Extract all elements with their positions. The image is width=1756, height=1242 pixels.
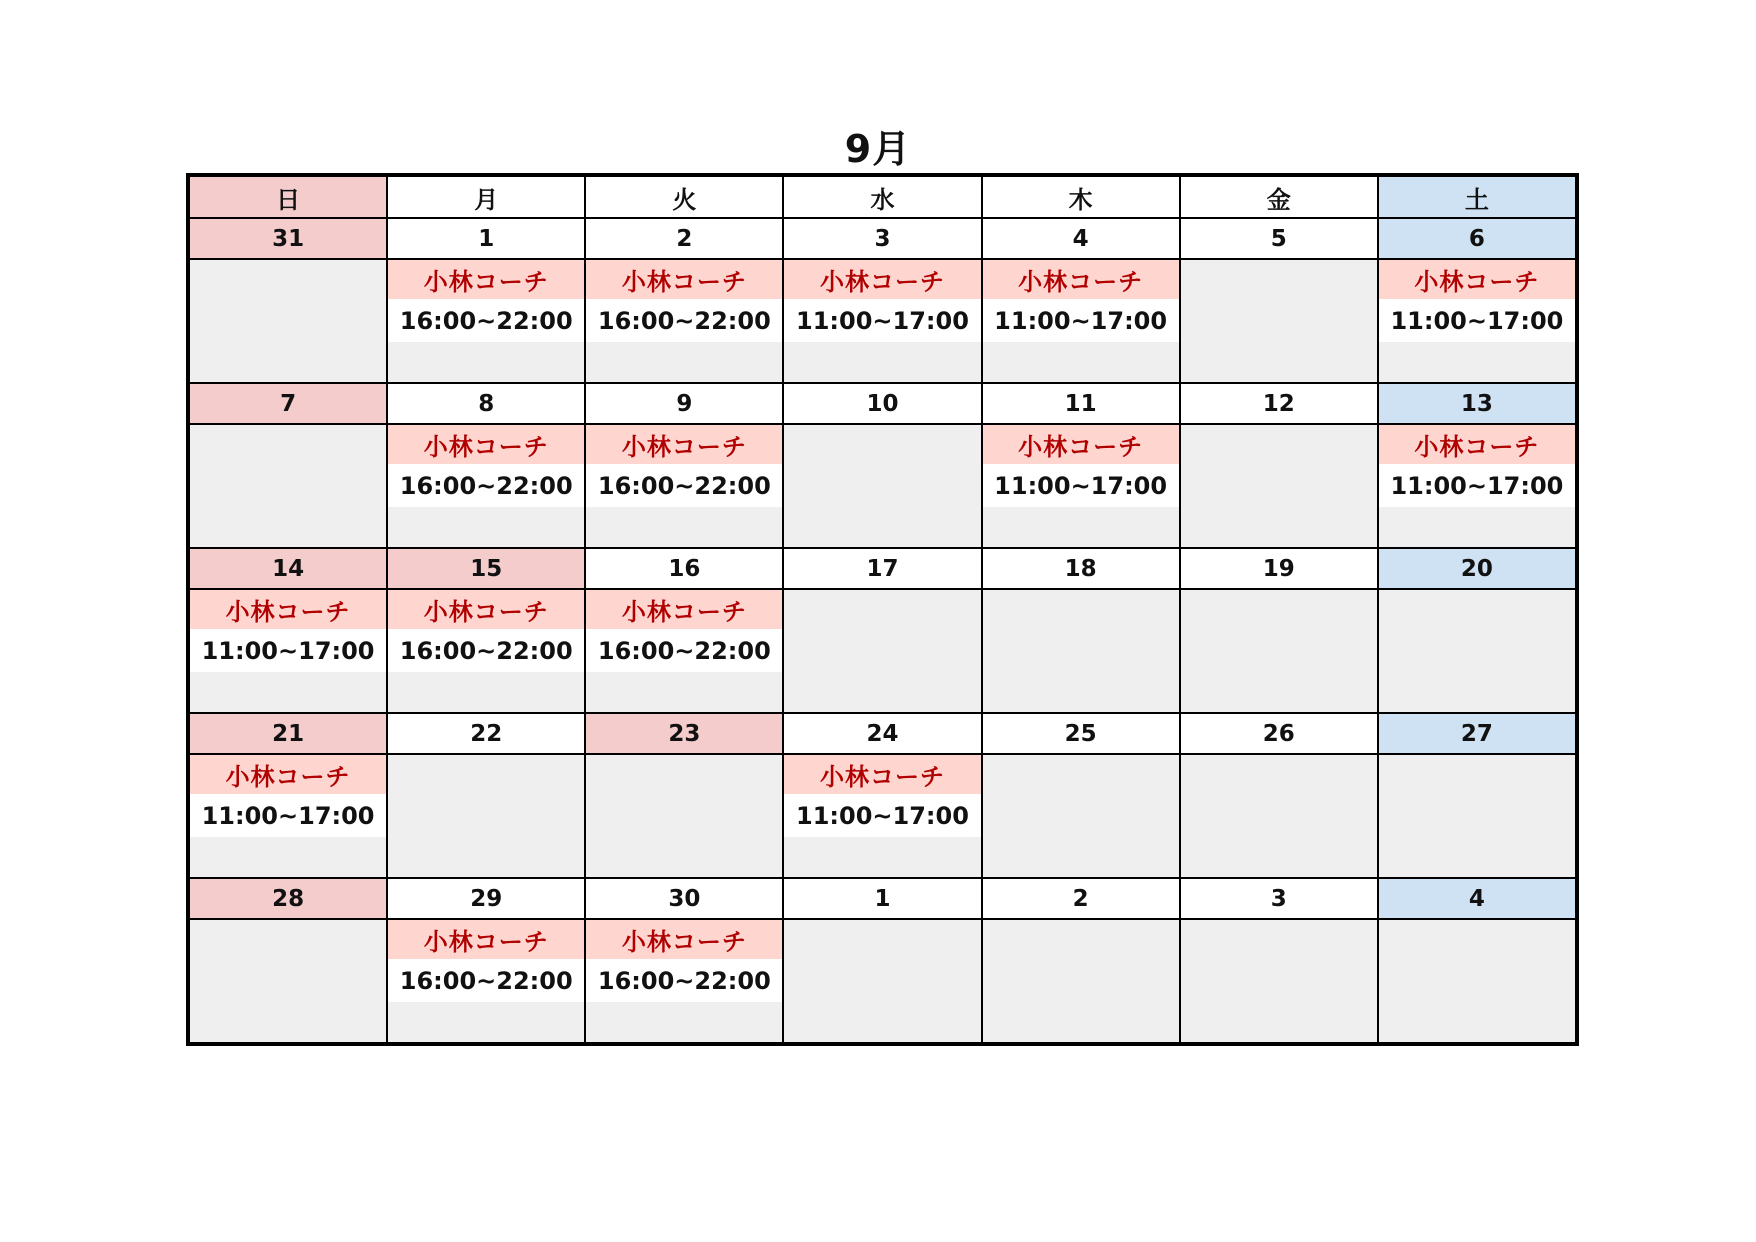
day-number: 2 — [983, 879, 1179, 920]
day-cell[interactable] — [388, 879, 584, 1042]
day-body — [784, 755, 980, 877]
day-number: 14 — [190, 549, 386, 590]
time-slot: 16:00~22:00 — [388, 299, 584, 342]
day-number: 31 — [190, 219, 386, 260]
day-body — [983, 260, 1179, 382]
day-body — [1181, 755, 1377, 877]
coach-name: 小林コーチ — [784, 755, 980, 794]
coach-name: 小林コーチ — [190, 590, 386, 629]
coach-name: 小林コーチ — [190, 755, 386, 794]
day-body — [1379, 920, 1575, 1042]
weekday-header: 土 — [1379, 177, 1575, 217]
day-cell[interactable] — [190, 549, 386, 712]
day-body — [784, 260, 980, 382]
day-number: 5 — [1181, 219, 1377, 260]
weekday-header: 火 — [586, 177, 782, 217]
day-body — [1181, 260, 1377, 382]
day-number: 1 — [388, 219, 584, 260]
day-number: 13 — [1379, 384, 1575, 425]
time-slot: 16:00~22:00 — [388, 464, 584, 507]
weekday-header: 月 — [388, 177, 584, 217]
day-cell[interactable] — [784, 879, 980, 1042]
day-cell[interactable] — [1379, 714, 1575, 877]
time-slot: 11:00~17:00 — [983, 464, 1179, 507]
day-body — [983, 590, 1179, 712]
day-cell[interactable] — [586, 384, 782, 547]
coach-name: 小林コーチ — [388, 425, 584, 464]
day-number: 3 — [1181, 879, 1377, 920]
day-cell[interactable] — [784, 219, 980, 382]
coach-name: 小林コーチ — [983, 425, 1179, 464]
time-slot: 11:00~17:00 — [190, 794, 386, 837]
day-cell[interactable] — [1181, 384, 1377, 547]
day-cell[interactable] — [1181, 879, 1377, 1042]
day-body — [190, 920, 386, 1042]
day-cell[interactable] — [586, 549, 782, 712]
time-slot: 11:00~17:00 — [983, 299, 1179, 342]
day-cell[interactable] — [1379, 384, 1575, 547]
day-body — [388, 920, 584, 1042]
day-number: 12 — [1181, 384, 1377, 425]
day-number: 21 — [190, 714, 386, 755]
calendar-grid — [186, 173, 1579, 1046]
day-cell[interactable] — [388, 714, 584, 877]
day-cell[interactable] — [586, 714, 782, 877]
day-number: 16 — [586, 549, 782, 590]
time-slot: 11:00~17:00 — [1379, 299, 1575, 342]
weekday-header: 木 — [983, 177, 1179, 217]
day-cell[interactable] — [1181, 219, 1377, 382]
day-body — [388, 755, 584, 877]
time-slot: 11:00~17:00 — [784, 299, 980, 342]
day-body — [1181, 590, 1377, 712]
day-body — [190, 260, 386, 382]
day-number: 6 — [1379, 219, 1575, 260]
time-slot: 16:00~22:00 — [586, 299, 782, 342]
coach-name: 小林コーチ — [586, 260, 782, 299]
day-number: 20 — [1379, 549, 1575, 590]
day-cell[interactable] — [190, 714, 386, 877]
coach-name: 小林コーチ — [388, 590, 584, 629]
day-cell[interactable] — [983, 219, 1179, 382]
day-body — [190, 755, 386, 877]
day-cell[interactable] — [190, 219, 386, 382]
day-number: 15 — [388, 549, 584, 590]
day-body — [784, 590, 980, 712]
coach-name: 小林コーチ — [586, 425, 782, 464]
time-slot: 16:00~22:00 — [388, 959, 584, 1002]
day-body — [983, 755, 1179, 877]
day-body — [388, 425, 584, 547]
day-cell[interactable] — [586, 219, 782, 382]
day-cell[interactable] — [388, 384, 584, 547]
day-cell[interactable] — [586, 879, 782, 1042]
day-cell[interactable] — [784, 549, 980, 712]
day-number: 19 — [1181, 549, 1377, 590]
day-cell[interactable] — [983, 879, 1179, 1042]
day-number: 8 — [388, 384, 584, 425]
coach-name: 小林コーチ — [388, 260, 584, 299]
time-slot: 11:00~17:00 — [784, 794, 980, 837]
time-slot: 16:00~22:00 — [586, 629, 782, 672]
day-cell[interactable] — [784, 714, 980, 877]
time-slot: 16:00~22:00 — [388, 629, 584, 672]
day-body — [1181, 425, 1377, 547]
day-cell[interactable] — [983, 714, 1179, 877]
day-body — [1379, 260, 1575, 382]
day-number: 3 — [784, 219, 980, 260]
coach-name: 小林コーチ — [983, 260, 1179, 299]
day-body — [190, 425, 386, 547]
day-body — [983, 425, 1179, 547]
day-number: 4 — [983, 219, 1179, 260]
day-cell[interactable] — [1379, 879, 1575, 1042]
day-number: 26 — [1181, 714, 1377, 755]
coach-name: 小林コーチ — [1379, 425, 1575, 464]
day-body — [586, 590, 782, 712]
coach-name: 小林コーチ — [388, 920, 584, 959]
day-number: 28 — [190, 879, 386, 920]
day-number: 25 — [983, 714, 1179, 755]
day-number: 30 — [586, 879, 782, 920]
day-body — [388, 590, 584, 712]
coach-name: 小林コーチ — [586, 590, 782, 629]
day-number: 9 — [586, 384, 782, 425]
weekday-header: 日 — [190, 177, 386, 217]
day-number: 27 — [1379, 714, 1575, 755]
day-cell[interactable] — [784, 384, 980, 547]
day-number: 29 — [388, 879, 584, 920]
day-body — [586, 920, 782, 1042]
day-body — [586, 755, 782, 877]
coach-name: 小林コーチ — [1379, 260, 1575, 299]
time-slot: 11:00~17:00 — [1379, 464, 1575, 507]
day-number: 23 — [586, 714, 782, 755]
day-number: 10 — [784, 384, 980, 425]
day-cell[interactable] — [983, 384, 1179, 547]
time-slot: 16:00~22:00 — [586, 959, 782, 1002]
day-body — [586, 260, 782, 382]
day-cell[interactable] — [983, 549, 1179, 712]
day-body — [784, 920, 980, 1042]
day-body — [190, 590, 386, 712]
day-cell[interactable] — [190, 384, 386, 547]
day-cell[interactable] — [190, 879, 386, 1042]
time-slot: 11:00~17:00 — [190, 629, 386, 672]
day-number: 1 — [784, 879, 980, 920]
day-body — [784, 425, 980, 547]
day-body — [1379, 590, 1575, 712]
day-number: 24 — [784, 714, 980, 755]
weekday-header: 水 — [784, 177, 980, 217]
day-number: 7 — [190, 384, 386, 425]
day-body — [1379, 425, 1575, 547]
time-slot: 16:00~22:00 — [586, 464, 782, 507]
day-number: 11 — [983, 384, 1179, 425]
coach-name: 小林コーチ — [586, 920, 782, 959]
coach-name: 小林コーチ — [784, 260, 980, 299]
day-cell[interactable] — [1181, 714, 1377, 877]
day-cell[interactable] — [388, 549, 584, 712]
weekday-header: 金 — [1181, 177, 1377, 217]
day-body — [586, 425, 782, 547]
calendar-title: 9月 — [844, 127, 912, 171]
day-cell[interactable] — [1379, 549, 1575, 712]
day-number: 4 — [1379, 879, 1575, 920]
day-cell[interactable] — [1379, 219, 1575, 382]
day-body — [1379, 755, 1575, 877]
day-body — [1181, 920, 1377, 1042]
day-number: 18 — [983, 549, 1179, 590]
day-cell[interactable] — [388, 219, 584, 382]
day-number: 22 — [388, 714, 584, 755]
day-body — [388, 260, 584, 382]
day-number: 2 — [586, 219, 782, 260]
day-body — [983, 920, 1179, 1042]
day-cell[interactable] — [1181, 549, 1377, 712]
day-number: 17 — [784, 549, 980, 590]
